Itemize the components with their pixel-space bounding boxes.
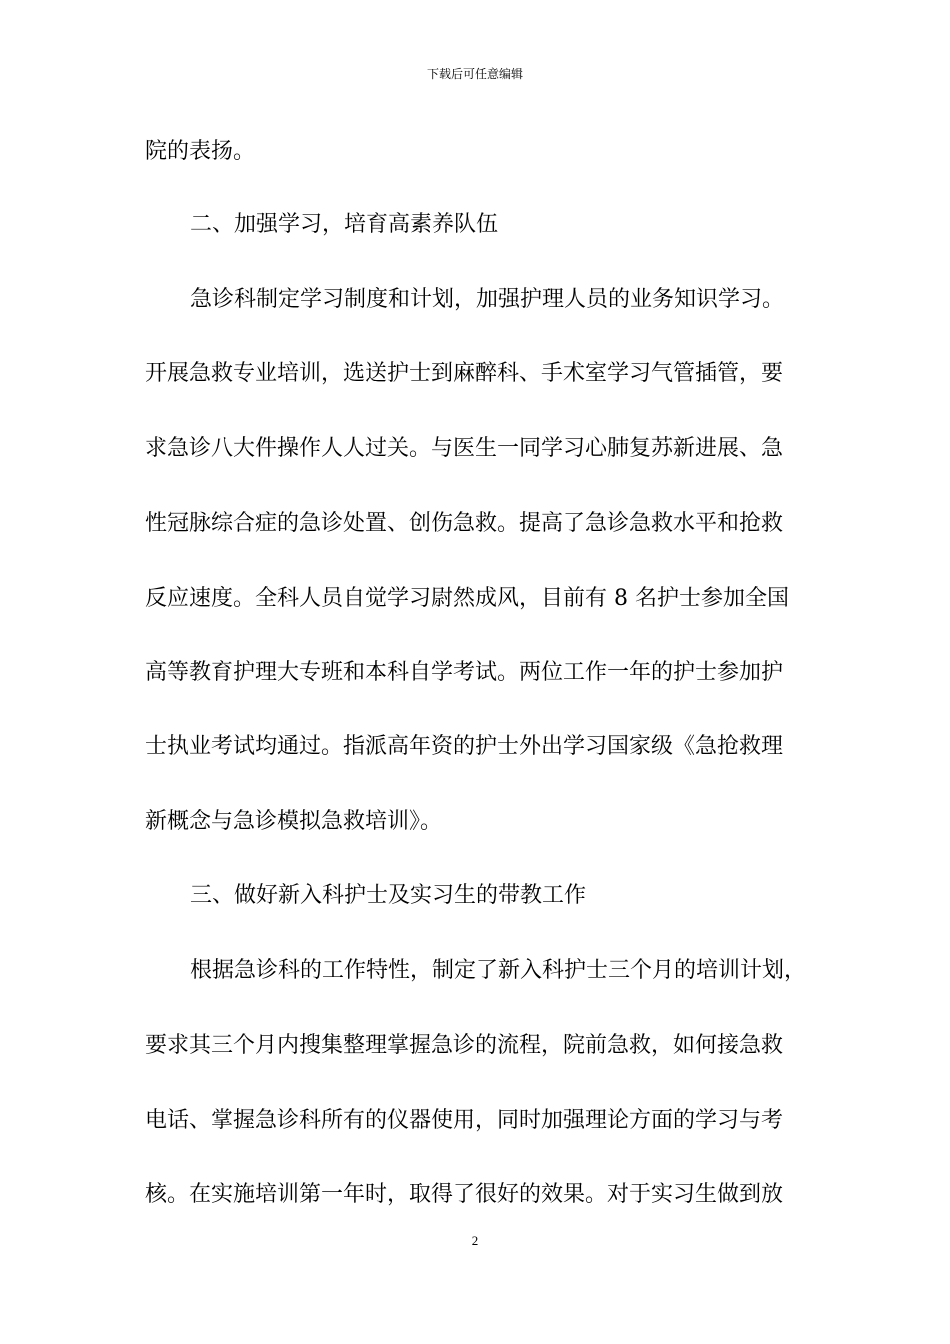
section-heading: 三、做好新入科护士及实习生的带教工作 [190, 883, 587, 908]
text-line: 核。在实施培训第一年时，取得了很好的效果。对于实习生做到放 [145, 1182, 784, 1207]
text-line: 士执业考试均通过。指派高年资的护士外出学习国家级《急抢救理 [145, 734, 784, 759]
text-line: 反应速度。全科人员自觉学习尉然成风，目前有 8 名护士参加全国 [145, 586, 789, 611]
text-line: 高等教育护理大专班和本科自学考试。两位工作一年的护士参加护 [145, 660, 784, 685]
text-line: 性冠脉综合症的急诊处置、创伤急救。提高了急诊急救水平和抢救 [145, 511, 784, 536]
text-line: 新概念与急诊模拟急救培训》。 [145, 809, 443, 834]
section-heading: 二、加强学习，培育高素养队伍 [190, 212, 499, 237]
text-line: 要求其三个月内搜集整理掌握急诊的流程，院前急救，如何接急救 [145, 1033, 784, 1058]
text-line: 电话、掌握急诊科所有的仪器使用，同时加强理论方面的学习与考 [145, 1108, 784, 1133]
text-line: 院的表扬。 [145, 139, 256, 164]
text-line: 求急诊八大件操作人人过关。与医生一同学习心肺复苏新进展、急 [145, 436, 784, 461]
paragraph-first-line: 急诊科制定学习制度和计划，加强护理人员的业务知识学习。 [190, 287, 785, 312]
text-line: 开展急救专业培训，选送护士到麻醉科、手术室学习气管插管，要 [145, 361, 784, 386]
page-number: 2 [471, 1233, 479, 1248]
page-header: 下载后可任意编辑 [426, 67, 523, 81]
paragraph-first-line: 根据急诊科的工作特性，制定了新入科护士三个月的培训计划， [190, 958, 807, 983]
